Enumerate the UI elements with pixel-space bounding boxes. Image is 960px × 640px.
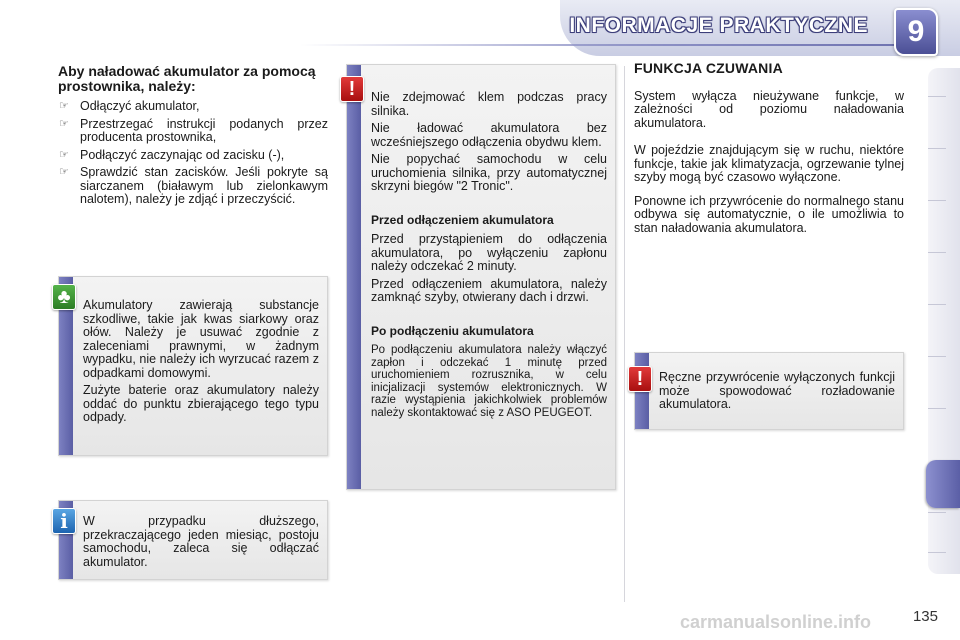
page-number: 135 <box>912 608 938 625</box>
warning-icon: ! <box>628 366 652 392</box>
page-title: INFORMACJE PRAKTYCZNE <box>569 14 868 37</box>
tab-divider <box>928 252 946 253</box>
tree-icon: ♣ <box>52 284 76 310</box>
charging-instructions <box>58 64 328 211</box>
tab-divider <box>928 512 946 513</box>
active-chapter-tab[interactable] <box>926 460 960 508</box>
environment-note-box <box>58 276 328 456</box>
info-note-text: W przypadku dłuższego, przekraczającego jeden miesiąc, postoju samochodu, zaleca się odłączać akumulator. <box>83 514 319 569</box>
column-divider <box>624 66 625 602</box>
tab-divider <box>928 304 946 305</box>
tab-divider <box>928 200 946 201</box>
pointing-hand-icon: ☞ <box>59 166 69 178</box>
pointing-hand-icon: ☞ <box>59 148 69 161</box>
info-note-box <box>58 500 328 580</box>
tab-divider <box>928 408 946 409</box>
box-accent-bar <box>347 65 361 489</box>
standby-warning-box <box>634 352 904 430</box>
list-item: ☞ Sprawdzić stan zacisków. Jeśli pokryte są siarczanem (białawym lub zielonkawym nalotem), należy je zdjąć i przeczyścić. <box>59 165 328 206</box>
list-item: ☞ Przestrzegać instrukcji podanych przez producenta prostownika, <box>59 116 328 144</box>
pointing-hand-icon: ☞ <box>59 100 69 112</box>
tab-divider <box>928 148 946 149</box>
standby-function-section: FUNKCJA CZUWANIA System wyłącza nieużywane funkcje, w zależności od poziomu naładowania akumulatora. W pojeździe znajdującym się w ruchu, niektóre funkcje, takie jak klimatyzacja, ogrzewanie tylnej szyby mogą być czasowo wyłączone. Ponowne ich przywrócenie do normalnego stanu odbywa się automatycznie, o ile umożliwia to stan naładowania akumulatora. <box>634 60 904 235</box>
charging-steps <box>58 100 328 207</box>
pointing-hand-icon: ☞ <box>59 117 69 130</box>
tab-divider <box>928 356 946 357</box>
standby-heading: FUNKCJA CZUWANIA <box>634 60 783 76</box>
info-icon: i <box>52 508 76 534</box>
section-heading-before-disconnect: Przed odłączeniem akumulatora <box>371 212 554 227</box>
charging-heading: Aby naładować akumulator za pomocą prostownika, należy: <box>58 63 316 94</box>
section-heading-after-connect: Po podłączeniu akumulatora <box>371 323 534 338</box>
standby-warning-text: Ręczne przywrócenie wyłączonych funkcji może spowodować rozładowanie akumulatora. <box>659 370 895 411</box>
tab-divider <box>928 96 946 97</box>
tab-divider <box>928 552 946 553</box>
warning-icon: ! <box>340 76 364 102</box>
chapter-number-badge[interactable]: 9 <box>894 8 938 56</box>
warning-box <box>346 64 616 490</box>
warning-text: Nie zdejmować klem podczas pracy silnika. Nie ładować akumulatora bez wcześniejszego odłączenia obydwu klem. Nie popychać samochodu w celu uruchomienia silnika, przy automatycznej skrzyni biegów "2 Tronic". Przed odłączeniem akumulatora Przed przystąpieniem do odłączenia akumulatora, po wyłączeniu zapłonu należy odczekać 2 minuty. Przed odłączeniem akumulatora, należy zamknąć szyby, otwierany dach i drzwi. Po podłączeniu akumulatora Po podłączeniu akumulatora należy włączyć zapłon i odczekać 1 minutę przed uruchomieniem rozrusznika, w celu inicjalizacji systemów elektronicznych. W razie wystąpienia jakichkolwiek problemów należy skontaktować się z ASO PEUGEOT. <box>371 90 607 419</box>
header-rule <box>300 44 900 46</box>
list-item: ☞ Podłączyć zaczynając od zacisku (-), <box>59 147 285 162</box>
watermark: carmanualsonline.info <box>680 612 872 632</box>
list-item: ☞ Odłączyć akumulator, <box>59 99 200 113</box>
environment-note-text: Akumulatory zawierają substancje szkodliwe, takie jak kwas siarkowy oraz ołów. Należy je usuwać zgodnie z zaleceniami prawnymi, w żadnym wypadku, nie należy ich wyrzucać razem z odpadkami domowymi. Zużyte baterie oraz akumulatory należy oddać do punktu zbierającego tego typu odpady. <box>83 298 319 424</box>
